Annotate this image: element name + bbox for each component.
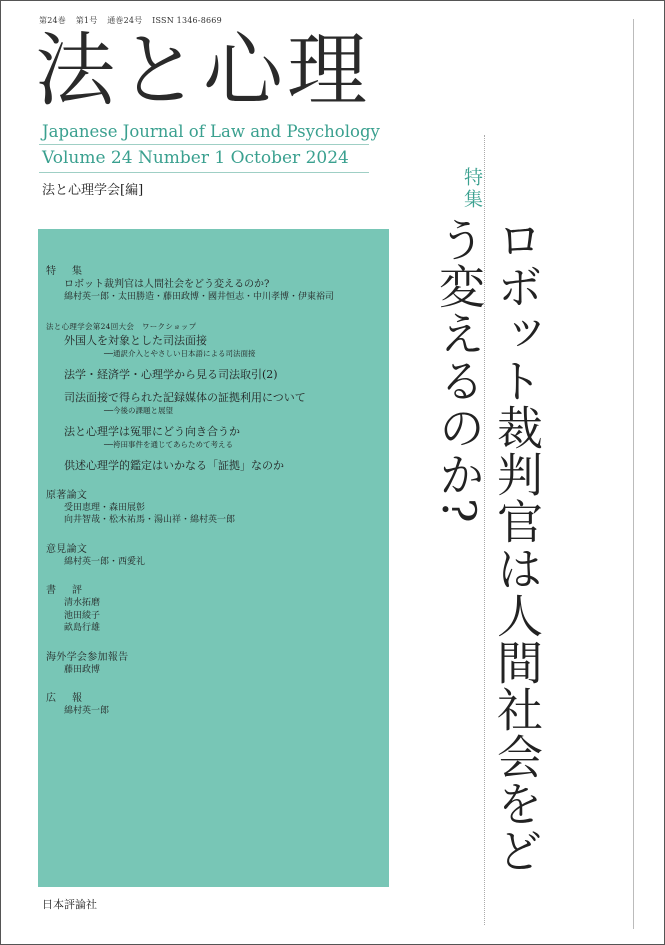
- toc-authors: 綿村英一郎・太田勝造・藤田政博・國井恒志・中川孝博・伊東裕司: [64, 292, 335, 302]
- toc-authors: 清水拓磨: [64, 598, 101, 608]
- toc-overseas-report: [46, 651, 386, 677]
- toc-authors: 藤田政博: [64, 664, 101, 675]
- toc-item-title: ロボット裁判官は人間社会をどう変えるのか?: [64, 279, 270, 290]
- cumulative-number: 通巻24号: [107, 16, 143, 25]
- issn: ISSN 1346-8669: [152, 16, 222, 25]
- edge-rule: [633, 19, 634, 929]
- toc-heading: 原著論文: [46, 489, 88, 501]
- toc-authors: 池田綾子: [64, 610, 101, 621]
- toc-item-title: 司法面接で得られた記録媒体の証拠利用について: [64, 390, 306, 404]
- publisher-name: 日本評論社: [42, 898, 97, 911]
- issue-number: 第1号: [75, 16, 98, 25]
- toc-item-subtitle: ──袴田事件を通じてあらためて考える: [104, 439, 234, 449]
- toc-heading: 書 評: [46, 585, 85, 596]
- editor-credit: 法と心理学会[編]: [42, 183, 144, 198]
- journal-title: 法と心理: [35, 24, 371, 117]
- toc-heading: 広 報: [46, 693, 85, 704]
- table-of-contents: [38, 229, 389, 887]
- toc-workshop: [46, 320, 386, 473]
- toc-authors: 綿村英一郎: [64, 706, 110, 716]
- toc-heading: 海外学会参加報告: [46, 651, 129, 663]
- toc-heading: 特 集: [46, 266, 85, 277]
- toc-authors: 受田恵理・森田展彰: [64, 502, 146, 513]
- toc-authors: 向井智哉・松木祐馬・湯山祥・綿村英一郎: [64, 515, 236, 525]
- volume-number: 第24巻: [39, 16, 66, 25]
- toc-item-title: 供述心理学的鑑定はいかなる「証拠」なのか: [64, 458, 284, 472]
- toc-heading: 法と心理学会第24回大会 ワークショップ: [46, 321, 197, 331]
- feature-tag: 特集: [461, 167, 483, 211]
- toc-authors: 畝島行雄: [64, 623, 101, 633]
- toc-authors: 綿村英一郎・西愛礼: [64, 556, 146, 567]
- english-title: Japanese Journal of Law and Psychology: [42, 122, 380, 141]
- volume-line: Volume 24 Number 1 October 2024: [42, 148, 349, 168]
- toc-item-subtitle: ──今後の課題と展望: [104, 405, 174, 415]
- toc-feature: [46, 265, 386, 304]
- toc-item-title: 外国人を対象とした司法面接: [64, 333, 207, 347]
- toc-item-title: 法と心理学は冤罪にどう向き合うか: [64, 424, 240, 438]
- divider-bottom: [39, 172, 369, 173]
- toc-original-papers: [46, 489, 386, 527]
- toc-reviews: [46, 584, 386, 635]
- divider-top: [39, 144, 369, 145]
- toc-heading: 意見論文: [46, 543, 88, 555]
- toc-pr: [46, 692, 386, 718]
- toc-item-subtitle: ──通訳介入とやさしい日本語による司法面接: [104, 348, 256, 358]
- toc-opinion: [46, 543, 386, 569]
- toc-list: [46, 265, 386, 724]
- feature-headline: ロボット裁判官は人間社会をどう変えるのか?: [432, 216, 544, 874]
- toc-item-title: 法学・経済学・心理学から見る司法取引(2): [64, 367, 278, 381]
